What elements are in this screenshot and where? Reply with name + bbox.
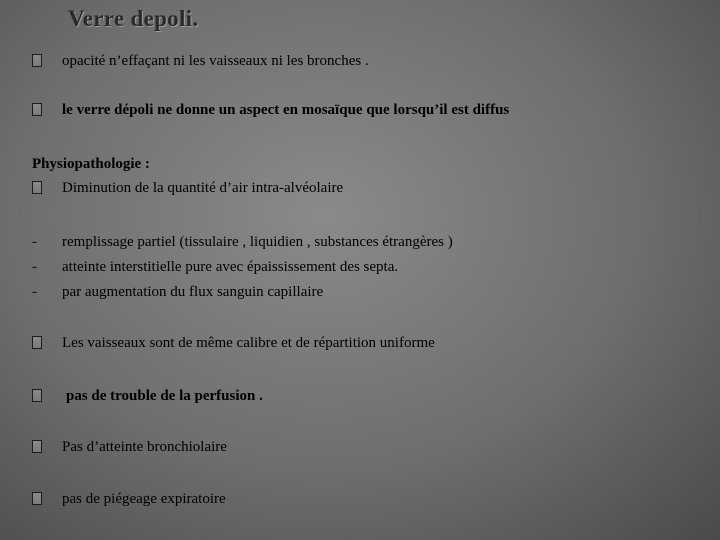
slide-title: Verre depoli. <box>68 6 199 31</box>
bullet-text: atteinte interstitielle pure avec épaississement des septa. <box>62 259 399 275</box>
checkbox-bullet-icon <box>32 336 42 349</box>
bullet-text: remplissage partiel (tissulaire , liquidien , substances étrangères ) <box>62 234 453 250</box>
bullet-text: pas de trouble de la perfusion . <box>66 388 263 404</box>
bullet-text: Pas d’atteinte bronchiolaire <box>62 439 227 455</box>
bullet-text: Diminution de la quantité d’air intra-alvéolaire <box>62 180 344 196</box>
bullet-text: Les vaisseaux sont de même calibre et de répartition uniforme <box>62 335 435 351</box>
bullet-text: opacité n’effaçant ni les vaisseaux ni les bronches . <box>62 53 369 69</box>
checkbox-bullet-icon <box>32 54 42 67</box>
checkbox-bullet-icon <box>32 181 42 194</box>
dash-bullet: - <box>32 284 37 300</box>
bullet-text: pas de piégeage expiratoire <box>62 491 226 507</box>
dash-bullet: - <box>32 234 37 250</box>
checkbox-bullet-icon <box>32 103 42 116</box>
bullet-text: le verre dépoli ne donne un aspect en mosaïque que lorsqu’il est diffus <box>62 102 510 118</box>
checkbox-bullet-icon <box>32 389 42 402</box>
checkbox-bullet-icon <box>32 492 42 505</box>
section-heading: Physiopathologie : <box>32 156 150 172</box>
bullet-text: par augmentation du flux sanguin capillaire <box>62 284 324 300</box>
checkbox-bullet-icon <box>32 440 42 453</box>
dash-bullet: - <box>32 259 37 275</box>
